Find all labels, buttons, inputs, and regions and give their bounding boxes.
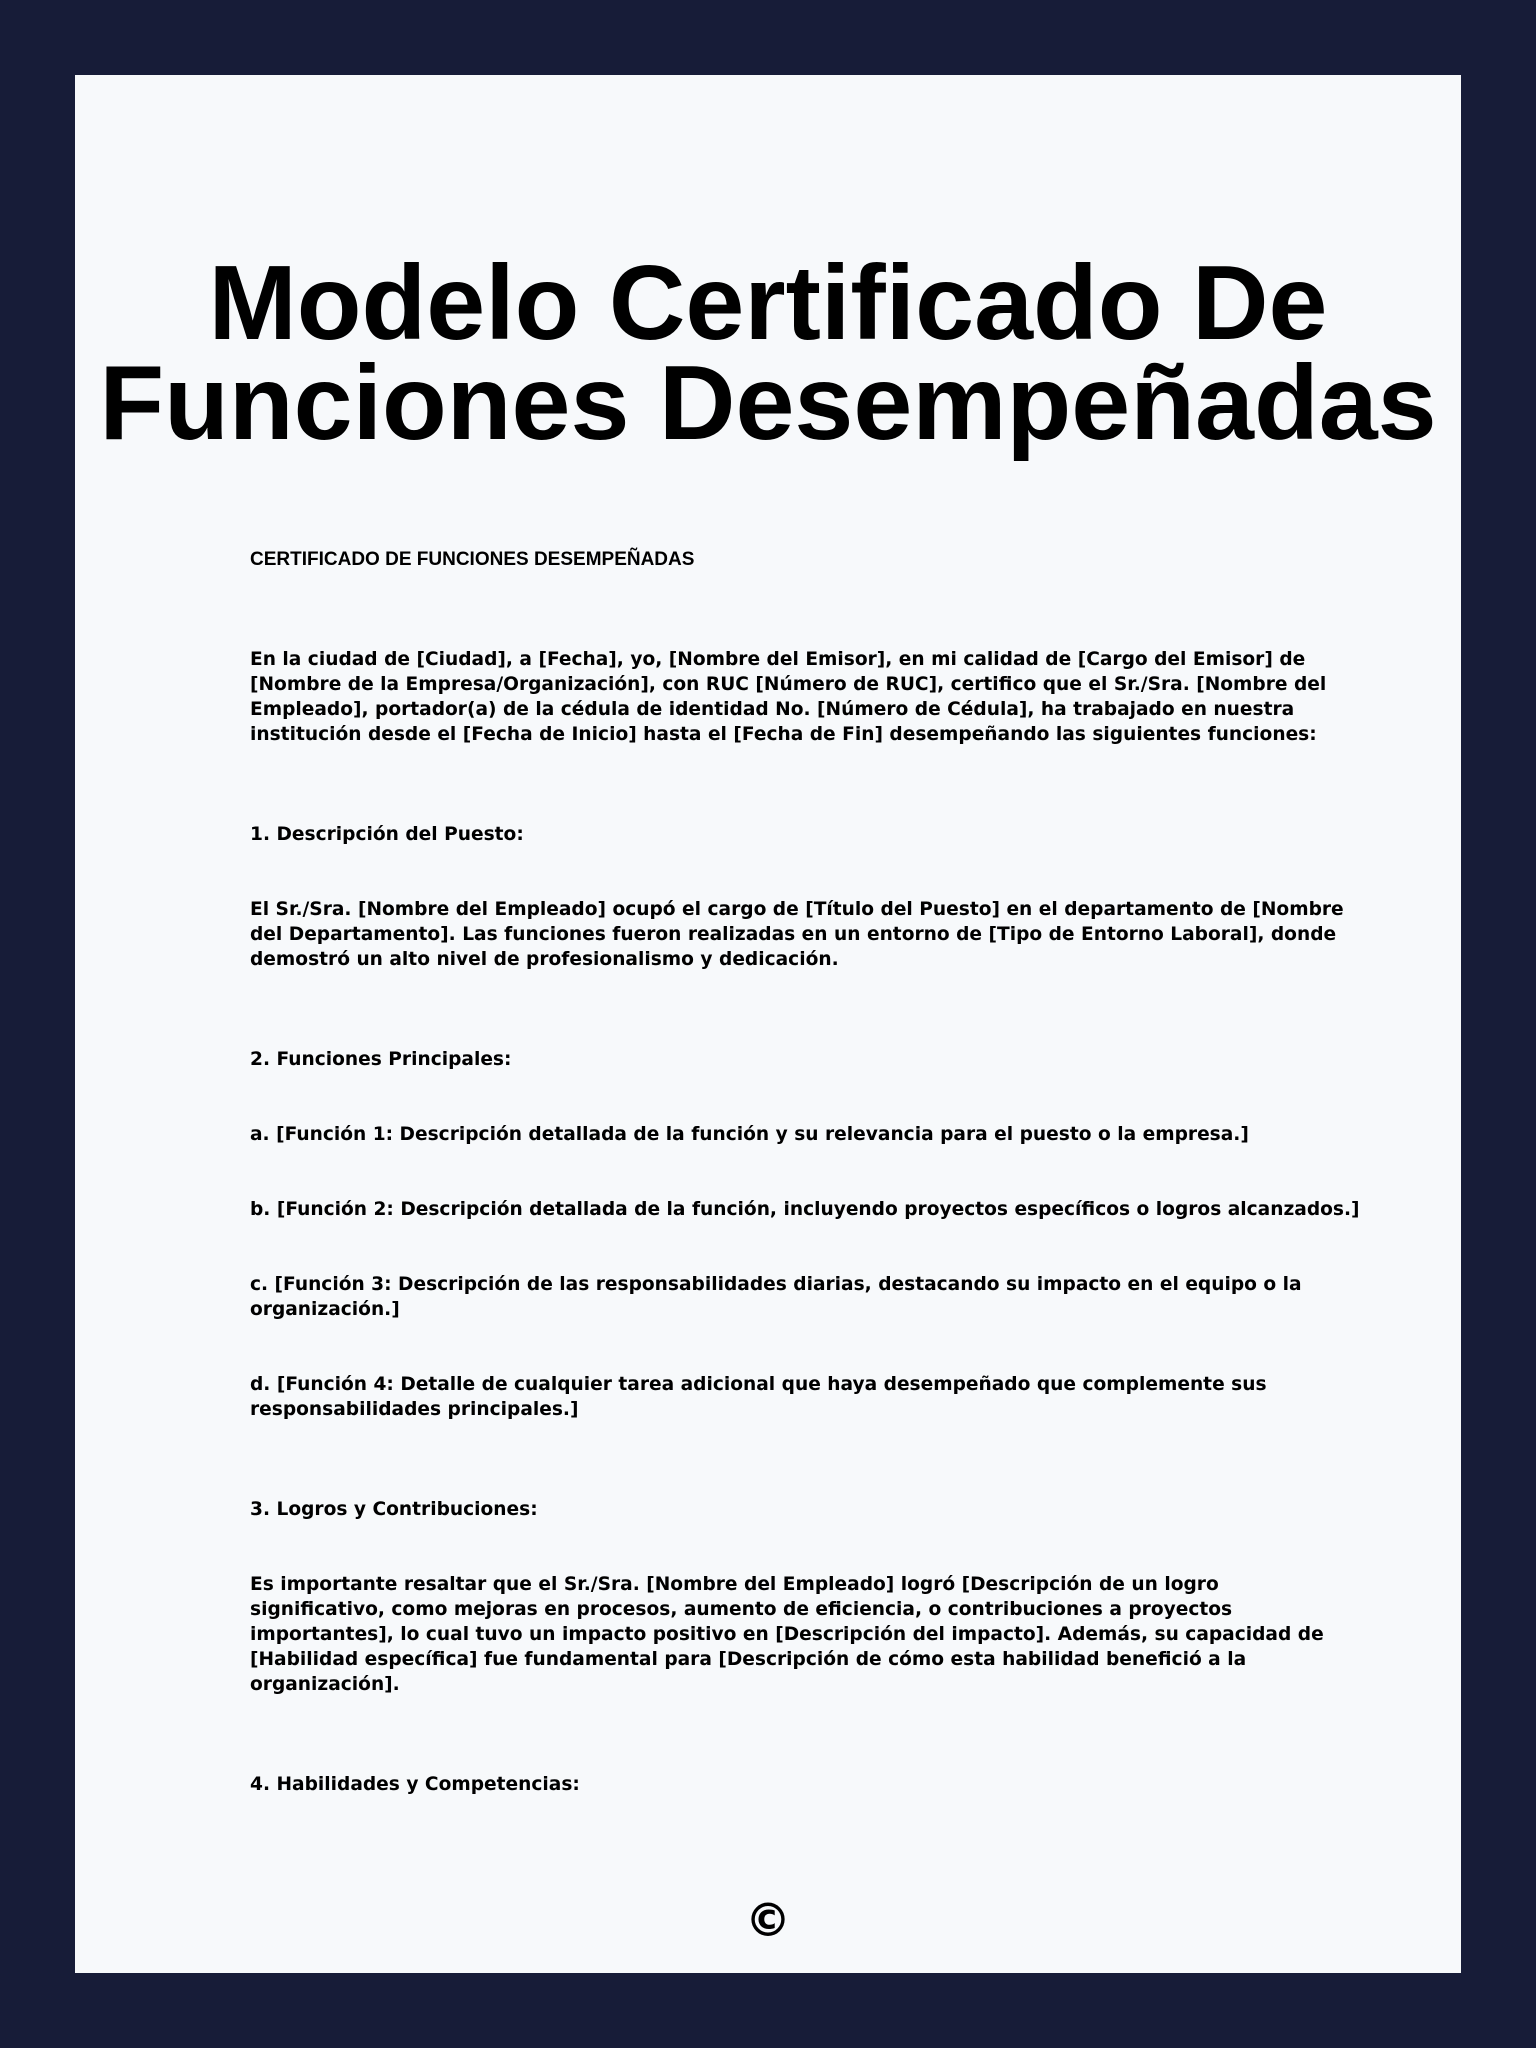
- function-item-a: a. [Función 1: Descripción detallada de la función y su relevancia para el puesto o la empresa.]: [250, 1124, 1249, 1145]
- function-item-c: c. [Función 3: Descripción de las responsabilidades diarias, destacando su impacto en el equipo o la organización.]: [250, 1274, 1302, 1320]
- function-item-d: d. [Función 4: Detalle de cualquier tarea adicional que haya desempeñado que complemente sus responsabilidades principales.]: [250, 1374, 1267, 1420]
- certificate-heading: CERTIFICADO DE FUNCIONES DESEMPEÑADAS: [250, 549, 695, 570]
- section-1-heading: 1. Descripción del Puesto:: [250, 824, 524, 845]
- document-page: [75, 75, 1461, 1973]
- section-2-heading: 2. Funciones Principales:: [250, 1049, 512, 1070]
- section-4-heading: 4. Habilidades y Competencias:: [250, 1774, 580, 1795]
- intro-paragraph: En la ciudad de [Ciudad], a [Fecha], yo, [Nombre del Emisor], en mi calidad de [Cargo del Emisor] de [Nombre de la Empresa/Organización], con RUC [Número de RUC], certifico que el Sr./Sra. [Nombre del Empleado], portador(a) de la cédula de identidad No. [Número de Cédula], ha trabajado en nuestra institución desde el [Fecha de Inicio] hasta el [Fecha de Fin] desempeñando las siguientes funciones:: [250, 649, 1327, 745]
- section-1-body: El Sr./Sra. [Nombre del Empleado] ocupó el cargo de [Título del Puesto] en el departamento de [Nombre del Departamento]. Las funciones fueron realizadas en un entorno de [Tipo de Entorno Laboral], donde demostró un alto nivel de profesionalismo y dedicación.: [250, 899, 1344, 970]
- section-3-heading: 3. Logros y Contribuciones:: [250, 1499, 538, 1520]
- document-title: Modelo Certificado De Funciones Desempeñadas: [99, 244, 1437, 462]
- document-body: [250, 547, 1360, 1797]
- section-3-body: Es importante resaltar que el Sr./Sra. [Nombre del Empleado] logró [Descripción de un logro significativo, como mejoras en procesos, aumento de eficiencia, o contribuciones a proyectos importantes], lo cual tuvo un impacto positivo en [Descripción del impacto]. Además, su capacidad de [Habilidad específica] fue fundamental para [Descripción de cómo esta habilidad benefició a la organización].: [250, 1574, 1324, 1695]
- copyright-icon: ©: [745, 1893, 791, 1947]
- function-item-b: b. [Función 2: Descripción detallada de la función, incluyendo proyectos específicos o logros alcanzados.]: [250, 1199, 1360, 1220]
